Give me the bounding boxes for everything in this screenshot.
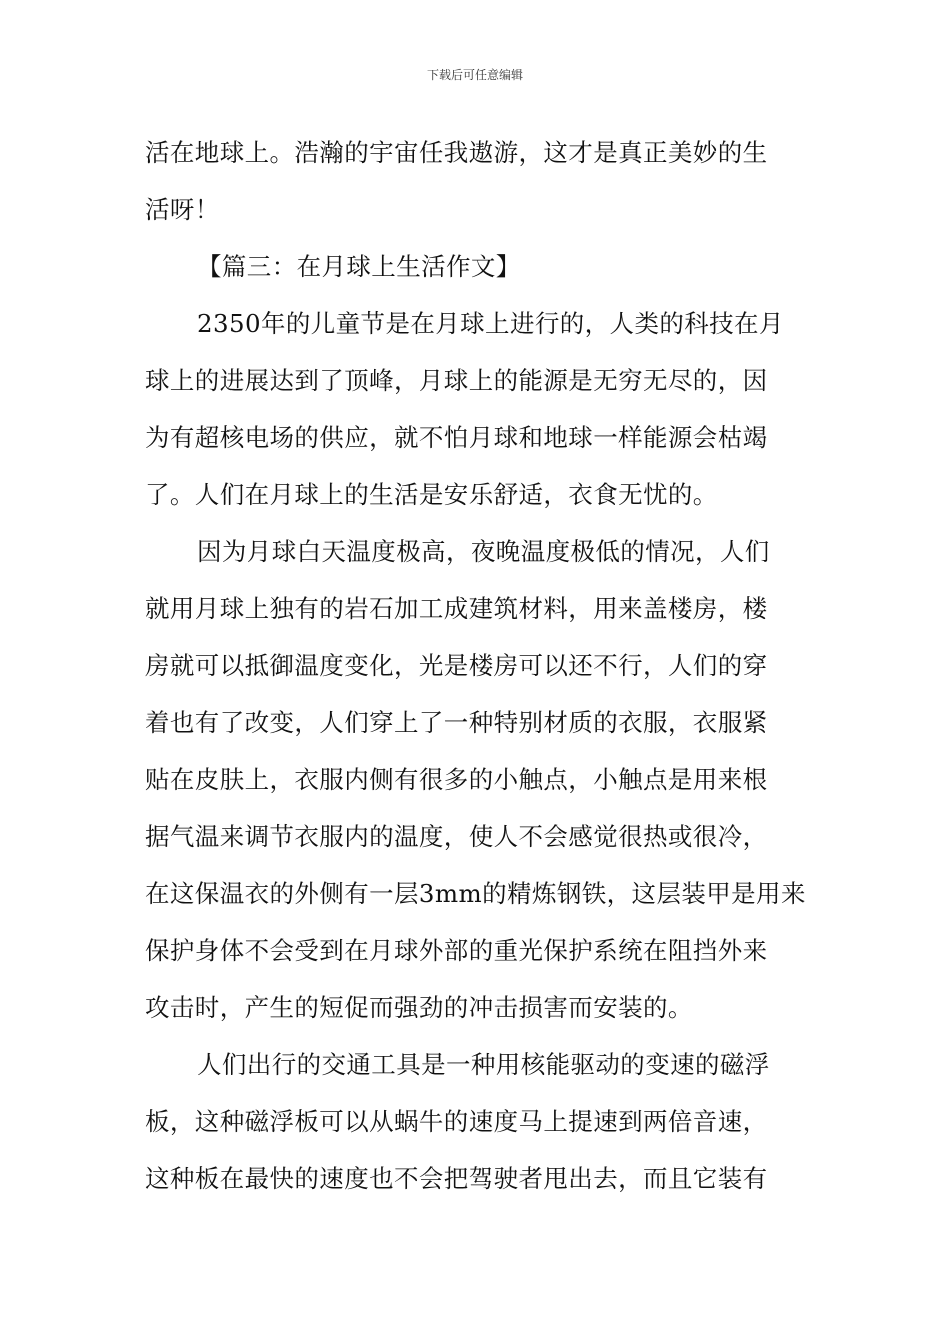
body-line: 贴在皮肤上，衣服内侧有很多的小触点，小触点是用来根 [145, 765, 768, 794]
document-body [145, 130, 810, 1213]
body-line: 活在地球上。浩瀚的宇宙任我遨游，这才是真正美妙的生 [145, 138, 768, 167]
body-line: 了。人们在月球上的生活是安乐舒适，衣食无忧的。 [145, 480, 718, 509]
body-line: 保护身体不会受到在月球外部的重光保护系统在阻挡外来 [145, 936, 768, 965]
body-line: 为有超核电场的供应，就不怕月球和地球一样能源会枯竭 [145, 423, 768, 452]
body-line: 板，这种磁浮板可以从蜗牛的速度马上提速到两倍音速， [145, 1107, 768, 1136]
body-line: 着也有了改变，人们穿上了一种特别材质的衣服，衣服紧 [145, 708, 768, 737]
paragraph-first-line: 因为月球白天温度极高，夜晚温度极低的情况，人们 [197, 537, 770, 566]
body-line: 活呀！ [145, 195, 220, 224]
page-header-note: 下载后可任意编辑 [426, 68, 523, 82]
section-heading: 【篇三：在月球上生活作文】 [197, 252, 521, 281]
paragraph-first-line: 2350年的儿童节是在月球上进行的，人类的科技在月 [197, 309, 784, 338]
paragraph-first-line: 人们出行的交通工具是一种用核能驱动的变速的磁浮 [197, 1050, 770, 1079]
body-line: 在这保温衣的外侧有一层3mm的精炼钢铁，这层装甲是用来 [145, 879, 806, 908]
body-line: 据气温来调节衣服内的温度，使人不会感觉很热或很冷， [145, 822, 768, 851]
body-line: 就用月球上独有的岩石加工成建筑材料，用来盖楼房，楼 [145, 594, 768, 623]
body-line: 攻击时，产生的短促而强劲的冲击损害而安装的。 [145, 993, 693, 1022]
body-line: 球上的进展达到了顶峰，月球上的能源是无穷无尽的，因 [145, 366, 768, 395]
body-line: 这种板在最快的速度也不会把驾驶者甩出去，而且它装有 [145, 1164, 768, 1193]
body-line: 房就可以抵御温度变化，光是楼房可以还不行，人们的穿 [145, 651, 768, 680]
